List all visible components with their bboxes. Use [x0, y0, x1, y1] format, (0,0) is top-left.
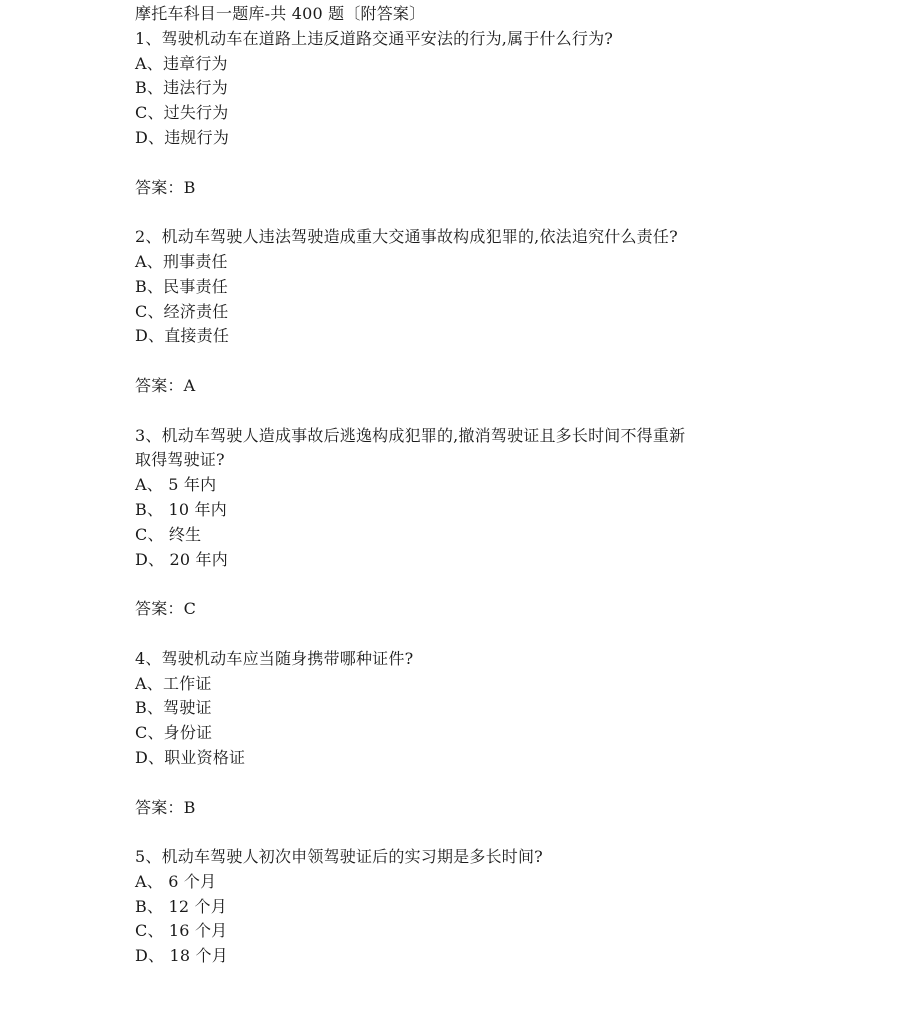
question-3 — [135, 424, 775, 647]
spacer — [135, 622, 775, 647]
option-d: D、 20 年内 — [135, 549, 228, 569]
question-4 — [135, 647, 775, 845]
option-b: B、驾驶证 — [135, 698, 212, 718]
option-a: A、 6 个月 — [135, 871, 217, 891]
question-text-line-2: 取得驾驶证? — [135, 450, 225, 470]
question-text-line-1: 3、机动车驾驶人造成事故后逃逸构成犯罪的,撤消驾驶证且多长时间不得重新 — [135, 425, 686, 445]
option-c: C、过失行为 — [135, 103, 229, 123]
spacer — [135, 820, 775, 845]
question-text: 5、机动车驾驶人初次申领驾驶证后的实习期是多长时间? — [135, 847, 543, 867]
answer: 答案：C — [135, 599, 197, 619]
question-text: 4、驾驶机动车应当随身携带哪种证件? — [135, 648, 414, 668]
option-b: B、违法行为 — [135, 78, 228, 98]
option-c: C、 16 个月 — [135, 921, 228, 941]
option-a: A、工作证 — [135, 673, 212, 693]
option-d: D、直接责任 — [135, 326, 230, 346]
document-title: 摩托车科目一题库-共 400 题〔附答案〕 — [135, 4, 426, 23]
answer: 答案：B — [135, 797, 196, 817]
answer: 答案：A — [135, 375, 196, 395]
option-b: B、民事责任 — [135, 276, 228, 296]
spacer — [135, 771, 775, 796]
option-c: C、经济责任 — [135, 301, 229, 321]
question-text: 1、驾驶机动车在道路上违反道路交通平安法的行为,属于什么行为? — [135, 28, 614, 48]
option-a: A、 5 年内 — [135, 475, 217, 495]
option-d: D、 18 个月 — [135, 946, 228, 966]
question-2 — [135, 225, 775, 423]
option-c: C、 终生 — [135, 524, 202, 544]
question-1 — [135, 27, 775, 225]
spacer — [135, 151, 775, 176]
document-page — [135, 2, 775, 969]
question-5 — [135, 845, 775, 969]
option-a: A、刑事责任 — [135, 251, 228, 271]
option-d: D、违规行为 — [135, 127, 230, 147]
option-a: A、违章行为 — [135, 53, 228, 73]
option-c: C、身份证 — [135, 723, 213, 743]
answer: 答案：B — [135, 177, 196, 197]
spacer — [135, 572, 775, 597]
option-b: B、 12 个月 — [135, 896, 227, 916]
option-b: B、 10 年内 — [135, 499, 227, 519]
spacer — [135, 399, 775, 424]
option-d: D、职业资格证 — [135, 747, 246, 767]
spacer — [135, 200, 775, 225]
spacer — [135, 349, 775, 374]
question-text: 2、机动车驾驶人违法驾驶造成重大交通事故构成犯罪的,依法追究什么责任? — [135, 227, 678, 247]
